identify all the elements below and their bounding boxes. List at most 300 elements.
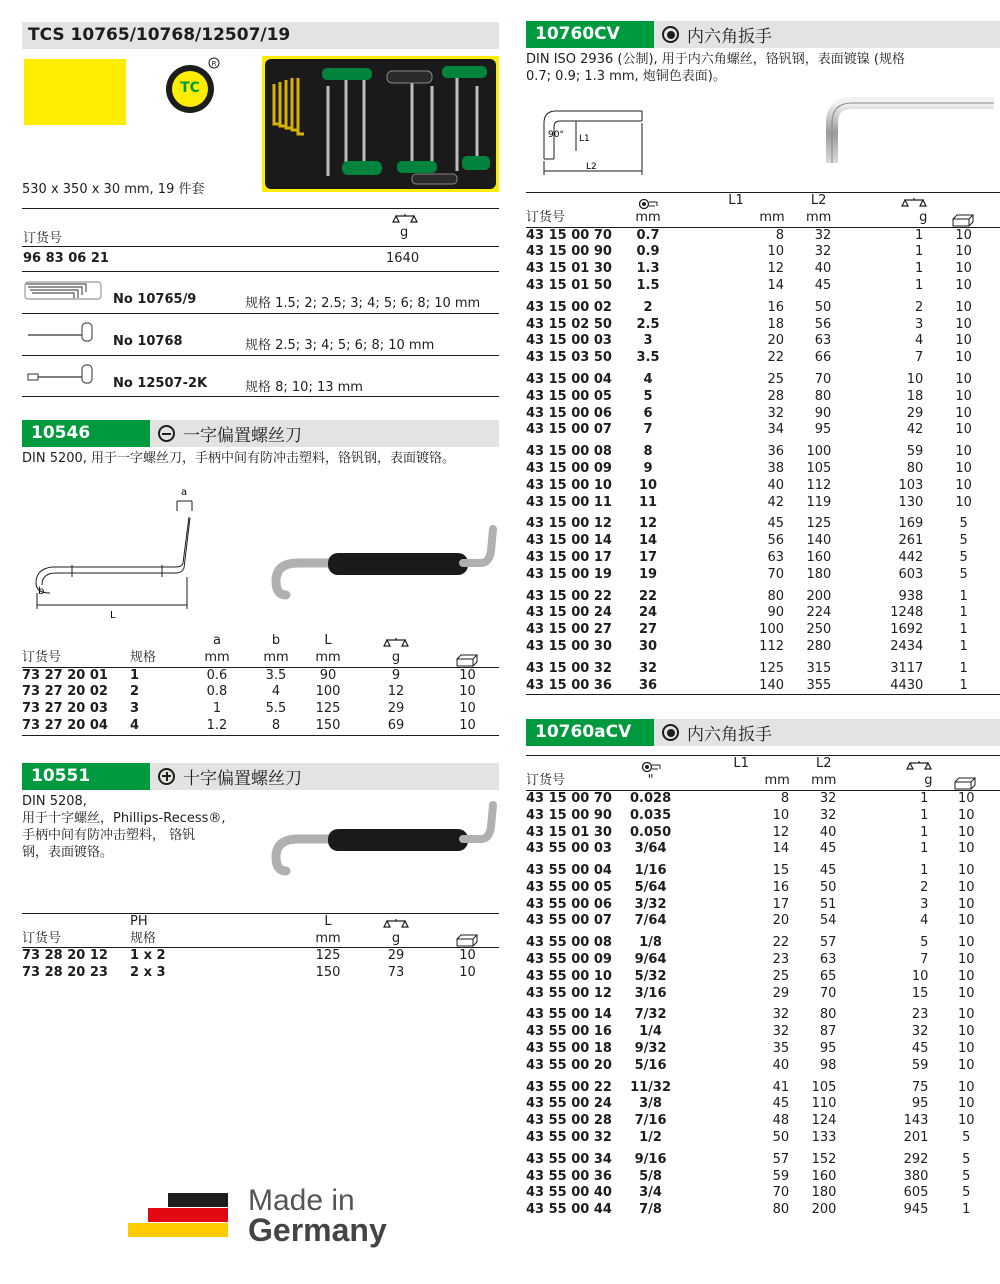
s10760-col-order: 订货号 (526, 209, 566, 225)
package-box-icon (951, 213, 977, 227)
cell-size: 5/64 (634, 879, 667, 895)
s10760-desc-line-1: DIN ISO 2936 (公制), 用于内六角螺丝，铬钒钢，表面镀镍 (规格 (526, 52, 905, 67)
cell-size: 14 (638, 533, 658, 549)
table-row (526, 1002, 1000, 1024)
cell-size: 8 (643, 444, 653, 460)
cell-L1: 48 (772, 1113, 790, 1129)
cell-L2: 95 (819, 1041, 837, 1057)
s10546-unit-L: mm (315, 649, 341, 665)
made-in-germany (128, 1184, 408, 1248)
cell-L1: 41 (772, 1079, 790, 1095)
cell-g: 69 (387, 717, 405, 733)
cell-order: 43 55 00 28 (526, 1113, 612, 1129)
table-row (526, 461, 1000, 478)
cell-L1: 34 (767, 422, 784, 438)
s10760-title: 内六角扳手 (687, 27, 772, 47)
cell-pack: 1 (959, 588, 968, 604)
cell-order: 43 55 00 16 (526, 1024, 612, 1040)
table-row (22, 667, 499, 684)
cell-g: 605 (903, 1185, 929, 1201)
s10546-desc: DIN 5200, 用于一字螺丝刀，手柄中间有防冲击塑料，铬钒钢，表面镀铬。 (22, 451, 456, 466)
cell-order: 43 15 00 24 (526, 605, 612, 621)
cell-pack: 10 (957, 935, 975, 951)
cell-order: 43 15 00 09 (526, 460, 612, 476)
cell-b: 4 (271, 684, 281, 700)
cell-L1: 20 (772, 913, 790, 929)
cell-size: 5 (643, 388, 653, 404)
tcs-order-header: 订货号 (23, 231, 63, 246)
cell-pack: 10 (955, 405, 972, 421)
cell-a: 0.6 (206, 667, 228, 683)
cell-size: 19 (638, 566, 658, 582)
cell-L1: 16 (767, 299, 784, 315)
cell-L1: 28 (767, 388, 784, 404)
cell-L1: 18 (767, 316, 784, 332)
cell-pack: 1 (959, 622, 968, 638)
cell-L: 100 (315, 684, 341, 700)
cell-order: 43 55 00 34 (526, 1151, 612, 1167)
table-row (526, 952, 1000, 969)
table-row (526, 422, 1000, 439)
cell-pack: 10 (955, 477, 972, 493)
table-row (526, 261, 1000, 278)
cell-order: 43 15 00 17 (526, 549, 612, 565)
s10546-header-bar (22, 420, 499, 447)
s10551-unit-g: g (391, 930, 401, 946)
cell-pack: 10 (957, 1113, 975, 1129)
table-row (526, 1202, 1000, 1219)
cell-pack: 10 (955, 316, 972, 332)
cell-L2: 355 (806, 677, 832, 693)
cell-order: 73 27 20 01 (22, 667, 108, 683)
cell-a: 1.2 (206, 717, 228, 733)
cell-order: 43 15 00 70 (526, 227, 612, 243)
tcs-images (22, 56, 499, 181)
cell-L2: 200 (811, 1202, 837, 1218)
cell-g: 10 (906, 371, 924, 387)
s10760a-unit-L2: mm (811, 773, 837, 789)
cell-b: 5.5 (265, 701, 287, 717)
table-row (526, 227, 1000, 244)
cell-pack: 10 (955, 388, 972, 404)
cell-order: 43 15 00 04 (526, 371, 612, 387)
s10551-col-order: 订货号 (22, 930, 62, 946)
cell-order: 43 15 01 30 (526, 824, 612, 840)
cell-L2: 45 (814, 277, 832, 293)
table-row (526, 1130, 1000, 1147)
cell-L1: 100 (759, 622, 784, 638)
cell-size: 32 (638, 660, 658, 676)
slotted-symbol-icon (158, 425, 175, 442)
s10760-unit-L2: mm (806, 209, 832, 225)
cell-L2: 133 (811, 1130, 837, 1146)
cell-size: 9/32 (634, 1041, 667, 1057)
table-row (526, 790, 1000, 807)
cell-g: 938 (898, 588, 924, 604)
dim-b-label: b (38, 586, 45, 597)
cell-L1: 56 (767, 533, 784, 549)
s10760-code: 10760CV (526, 21, 654, 48)
tcs-table-header (22, 208, 499, 246)
cell-g: 103 (898, 477, 924, 493)
cell-pack: 5 (959, 533, 968, 549)
cell-pack: 10 (955, 244, 972, 260)
cell-g: 2434 (890, 638, 924, 654)
s10760a-col-L1: L1 (733, 756, 749, 772)
cell-pack: 10 (957, 1096, 975, 1112)
cell-size: 5/8 (639, 1168, 662, 1184)
cell-order: 73 27 20 02 (22, 684, 108, 700)
dim-L-label: L (110, 610, 116, 621)
table-row (526, 913, 1000, 930)
cell-spec: 2 (130, 684, 140, 700)
cell-L2: 63 (819, 952, 837, 968)
table-row (22, 965, 499, 982)
s10551-desc-line-4: 钢，表面镀铬。 (22, 844, 114, 860)
package-box-icon (953, 776, 979, 790)
s10551-unit-L: mm (315, 930, 341, 946)
s10546-unit-g: g (391, 649, 401, 665)
s10546-unit-b: mm (263, 649, 289, 665)
cell-pack: 5 (959, 516, 968, 532)
table-row (526, 367, 1000, 389)
cell-L: 125 (315, 701, 341, 717)
cell-L2: 119 (806, 494, 832, 510)
cell-order: 43 15 03 50 (526, 350, 612, 366)
cell-L1: 36 (767, 444, 784, 460)
cell-L1: 20 (767, 333, 784, 349)
cell-order: 43 15 00 10 (526, 477, 612, 493)
tcs-header-bar (22, 22, 499, 49)
cell-order: 43 55 00 06 (526, 896, 612, 912)
cell-size: 17 (638, 549, 658, 565)
cell-L2: 160 (811, 1168, 837, 1184)
cell-pack: 10 (459, 684, 476, 700)
s10760-drawings (526, 85, 1000, 192)
cell-L2: 180 (811, 1185, 837, 1201)
tcs-row (22, 246, 499, 268)
cell-L2: 105 (806, 460, 832, 476)
cell-size: 7/8 (639, 1202, 662, 1218)
table-row (526, 1185, 1000, 1202)
cell-pack: 10 (957, 807, 975, 823)
cell-spec: 1 x 2 (130, 948, 166, 964)
table-row (526, 495, 1000, 512)
cell-order: 43 55 00 05 (526, 879, 612, 895)
cell-g: 7 (915, 350, 924, 366)
cell-order: 43 55 00 20 (526, 1057, 612, 1073)
cell-size: 9/16 (634, 1151, 667, 1167)
table-row (526, 478, 1000, 495)
germany-text: Germany (248, 1212, 387, 1248)
cell-g: 143 (903, 1113, 929, 1129)
cell-L2: 152 (811, 1151, 837, 1167)
cell-order: 43 15 00 14 (526, 533, 612, 549)
cell-g: 5 (920, 935, 929, 951)
cell-size: 1.3 (636, 261, 660, 277)
cell-pack: 1 (962, 1202, 971, 1218)
table-row (526, 1169, 1000, 1186)
table-row (526, 858, 1000, 880)
table-row (22, 701, 499, 718)
cell-L2: 50 (814, 299, 832, 315)
cell-L: 150 (315, 965, 341, 981)
cell-size: 11/32 (630, 1079, 672, 1095)
cell-g: 7 (920, 952, 929, 968)
scale-weight-icon (383, 636, 409, 650)
cell-pack: 1 (959, 605, 968, 621)
hex-size-icon (638, 198, 658, 210)
cell-order: 43 15 00 90 (526, 244, 612, 260)
cell-pack: 10 (957, 824, 975, 840)
cell-L1: 8 (780, 790, 790, 806)
scale-weight-icon (392, 212, 418, 226)
cell-L2: 95 (814, 422, 832, 438)
cell-pack: 10 (459, 701, 476, 717)
s10551-header-bar (22, 763, 499, 790)
cell-size: 2 (643, 299, 653, 315)
cell-order: 43 55 00 40 (526, 1185, 612, 1201)
cell-spec: 3 (130, 701, 140, 717)
cell-g: 1 (915, 227, 924, 243)
cell-size: 7/64 (634, 913, 667, 929)
table-row (526, 333, 1000, 350)
cell-size: 1/4 (639, 1024, 662, 1040)
cell-order: 43 55 00 18 (526, 1041, 612, 1057)
hex-size-icon (641, 761, 661, 773)
offset-screwdriver-photo-icon (268, 515, 498, 615)
cell-size: 1.5 (636, 277, 660, 293)
cell-size: 10 (638, 477, 658, 493)
cell-L1: 22 (772, 935, 790, 951)
cell-size: 7/32 (634, 1007, 667, 1023)
cell-size: 1/2 (639, 1130, 662, 1146)
s10546-drawings (22, 467, 499, 627)
cell-g: 3 (920, 896, 929, 912)
cell-order: 43 15 00 08 (526, 444, 612, 460)
table-row (526, 825, 1000, 842)
cell-g: 292 (903, 1151, 929, 1167)
cell-L1: 45 (767, 516, 784, 532)
cell-order: 43 15 01 30 (526, 261, 612, 277)
cell-L1: 16 (772, 879, 790, 895)
cell-size: 0.9 (636, 244, 660, 260)
cell-L2: 124 (811, 1113, 837, 1129)
table-row (526, 656, 1000, 678)
s10546-code: 10546 (22, 420, 150, 447)
right-column (526, 0, 1000, 1219)
cell-pack: 1 (959, 660, 968, 676)
table-row (526, 278, 1000, 295)
tcs-weight-unit: g (400, 225, 409, 240)
table-row (526, 567, 1000, 584)
cell-L2: 45 (819, 863, 837, 879)
table-row (526, 389, 1000, 406)
table-row (526, 1113, 1000, 1130)
cell-L1: 57 (772, 1151, 790, 1167)
s10760-unit-g: g (919, 209, 928, 225)
cell-size: 2.5 (636, 316, 660, 332)
cell-size: 3/4 (639, 1185, 662, 1201)
cell-g: 1692 (890, 622, 924, 638)
cell-size: 7 (643, 422, 653, 438)
cell-g: 10 (911, 968, 929, 984)
s10760-unit-L1: mm (759, 209, 785, 225)
table-row (526, 841, 1000, 858)
s10551-desc-line-2: 用于十字螺丝，Phillips-Recess®, (22, 810, 226, 826)
cell-size: 6 (643, 405, 653, 421)
cell-order: 43 55 00 22 (526, 1079, 612, 1095)
s10551-col-L: L (324, 913, 332, 929)
table-row (526, 969, 1000, 986)
cell-order: 43 15 00 22 (526, 588, 612, 604)
tool-tray-icon (262, 56, 499, 192)
cell-g: 1 (920, 863, 929, 879)
table-row (526, 350, 1000, 367)
svg-text:TC: TC (180, 80, 200, 96)
s10551-code: 10551 (22, 763, 150, 790)
cell-pack: 10 (955, 299, 972, 315)
cell-L1: 12 (772, 824, 790, 840)
cell-size: 36 (638, 677, 658, 693)
cell-L1: 125 (759, 660, 784, 676)
hex-key-photo-icon (822, 93, 998, 173)
cell-L1: 40 (767, 477, 784, 493)
hex-symbol-icon (662, 724, 679, 741)
cell-order: 43 15 00 32 (526, 660, 612, 676)
cell-g: 29 (387, 948, 405, 964)
cell-L2: 180 (806, 566, 832, 582)
hex-key-diagram-icon (526, 99, 656, 177)
cell-pack: 10 (955, 261, 972, 277)
cell-L: 90 (319, 667, 337, 683)
cell-pack: 10 (957, 841, 975, 857)
cell-size: 5/32 (634, 968, 667, 984)
cell-g: 9 (391, 667, 401, 683)
package-box-icon (455, 653, 481, 667)
tcs-content-no-1: No 10765/9 (113, 292, 197, 307)
cell-g: 1 (915, 277, 924, 293)
table-row (526, 639, 1000, 656)
tcs-content-spec-3: 规格 8; 10; 13 mm (245, 380, 363, 395)
table-row (526, 439, 1000, 461)
s10546-col-L: L (324, 633, 332, 648)
cell-g: 1 (920, 807, 929, 823)
cell-g: 23 (911, 1007, 929, 1023)
table-row (526, 880, 1000, 897)
cell-L1: 50 (772, 1130, 790, 1146)
package-box-icon (455, 933, 481, 947)
cell-g: 261 (898, 533, 924, 549)
cell-order: 43 15 00 12 (526, 516, 612, 532)
cell-g: 32 (911, 1024, 929, 1040)
cell-order: 43 55 00 12 (526, 985, 612, 1001)
cell-order: 43 55 00 10 (526, 968, 612, 984)
cell-L2: 70 (819, 985, 837, 1001)
tcs-content-no-2: No 10768 (113, 334, 183, 349)
german-flag-icon (128, 1193, 228, 1237)
cell-L2: 112 (806, 477, 832, 493)
s10760-desc-line-2: 0.7; 0.9; 1.3 mm, 炮铜色表面)。 (526, 69, 726, 84)
cell-order: 43 55 00 08 (526, 935, 612, 951)
s10551-title: 十字偏置螺丝刀 (183, 768, 302, 789)
cell-g: 80 (906, 460, 924, 476)
cell-pack: 1 (959, 677, 968, 693)
table-row (22, 684, 499, 701)
tcs-size: 530 x 350 x 30 mm, 19 件套 (22, 182, 205, 197)
cell-L1: 15 (772, 863, 790, 879)
s10760a-col-L2: L2 (816, 756, 832, 772)
cell-L1: 10 (767, 244, 784, 260)
cell-g: 1248 (890, 605, 924, 621)
cell-order: 43 15 00 90 (526, 807, 612, 823)
table-row (526, 605, 1000, 622)
cell-g: 73 (387, 965, 405, 981)
cell-pack: 10 (957, 985, 975, 1001)
tcs-content-spec-2: 规格 2.5; 3; 4; 5; 6; 8; 10 mm (245, 338, 435, 353)
cell-L2: 87 (819, 1024, 837, 1040)
cell-size: 3/16 (634, 985, 667, 1001)
cell-L2: 90 (814, 405, 832, 421)
cell-L1: 140 (759, 677, 784, 693)
cell-pack: 5 (962, 1151, 971, 1167)
s10760a-header-bar (526, 719, 1000, 746)
cell-size: 9 (643, 460, 653, 476)
s10546-col-a: a (213, 633, 221, 648)
s10551-col-spec: 规格 (130, 930, 157, 946)
table-row (526, 1024, 1000, 1041)
cell-L2: 51 (819, 896, 837, 912)
cell-order: 43 55 00 04 (526, 863, 612, 879)
s10760a-table (526, 755, 1000, 1219)
hex-symbol-icon (662, 26, 679, 43)
cell-g: 3 (915, 316, 924, 332)
cell-L2: 315 (806, 660, 832, 676)
scale-weight-icon (383, 917, 409, 931)
s10551-desc-line-1: DIN 5208, (22, 793, 87, 809)
tcs-weight: 1640 (386, 251, 420, 266)
cell-size: 30 (638, 638, 658, 654)
table-row (526, 808, 1000, 825)
table-row (526, 533, 1000, 550)
cell-g: 1 (920, 824, 929, 840)
table-row (22, 948, 499, 965)
cell-size: 4 (643, 371, 653, 387)
cell-L2: 80 (814, 388, 832, 404)
cell-g: 59 (911, 1057, 929, 1073)
cell-g: 1 (915, 261, 924, 277)
cell-pack: 10 (957, 790, 975, 806)
cell-b: 8 (271, 717, 281, 733)
table-row (526, 406, 1000, 423)
cell-spec: 1 (130, 667, 140, 683)
cell-order: 43 15 00 11 (526, 494, 612, 510)
cell-pack: 10 (955, 333, 972, 349)
cell-size: 22 (638, 588, 658, 604)
tcs-content-spec-1: 规格 1.5; 2; 2.5; 3; 4; 5; 6; 8; 10 mm (245, 296, 481, 311)
cell-L2: 66 (814, 350, 832, 366)
cell-size: 24 (638, 605, 658, 621)
cell-order: 43 15 00 30 (526, 638, 612, 654)
cell-L2: 125 (806, 516, 832, 532)
cell-pack: 5 (959, 549, 968, 565)
tcs-content-3 (22, 355, 499, 397)
table-row (526, 550, 1000, 567)
s10760-desc (526, 51, 1000, 85)
cell-g: 201 (903, 1130, 929, 1146)
yellow-swatch (24, 59, 126, 125)
cell-L2: 54 (819, 913, 837, 929)
